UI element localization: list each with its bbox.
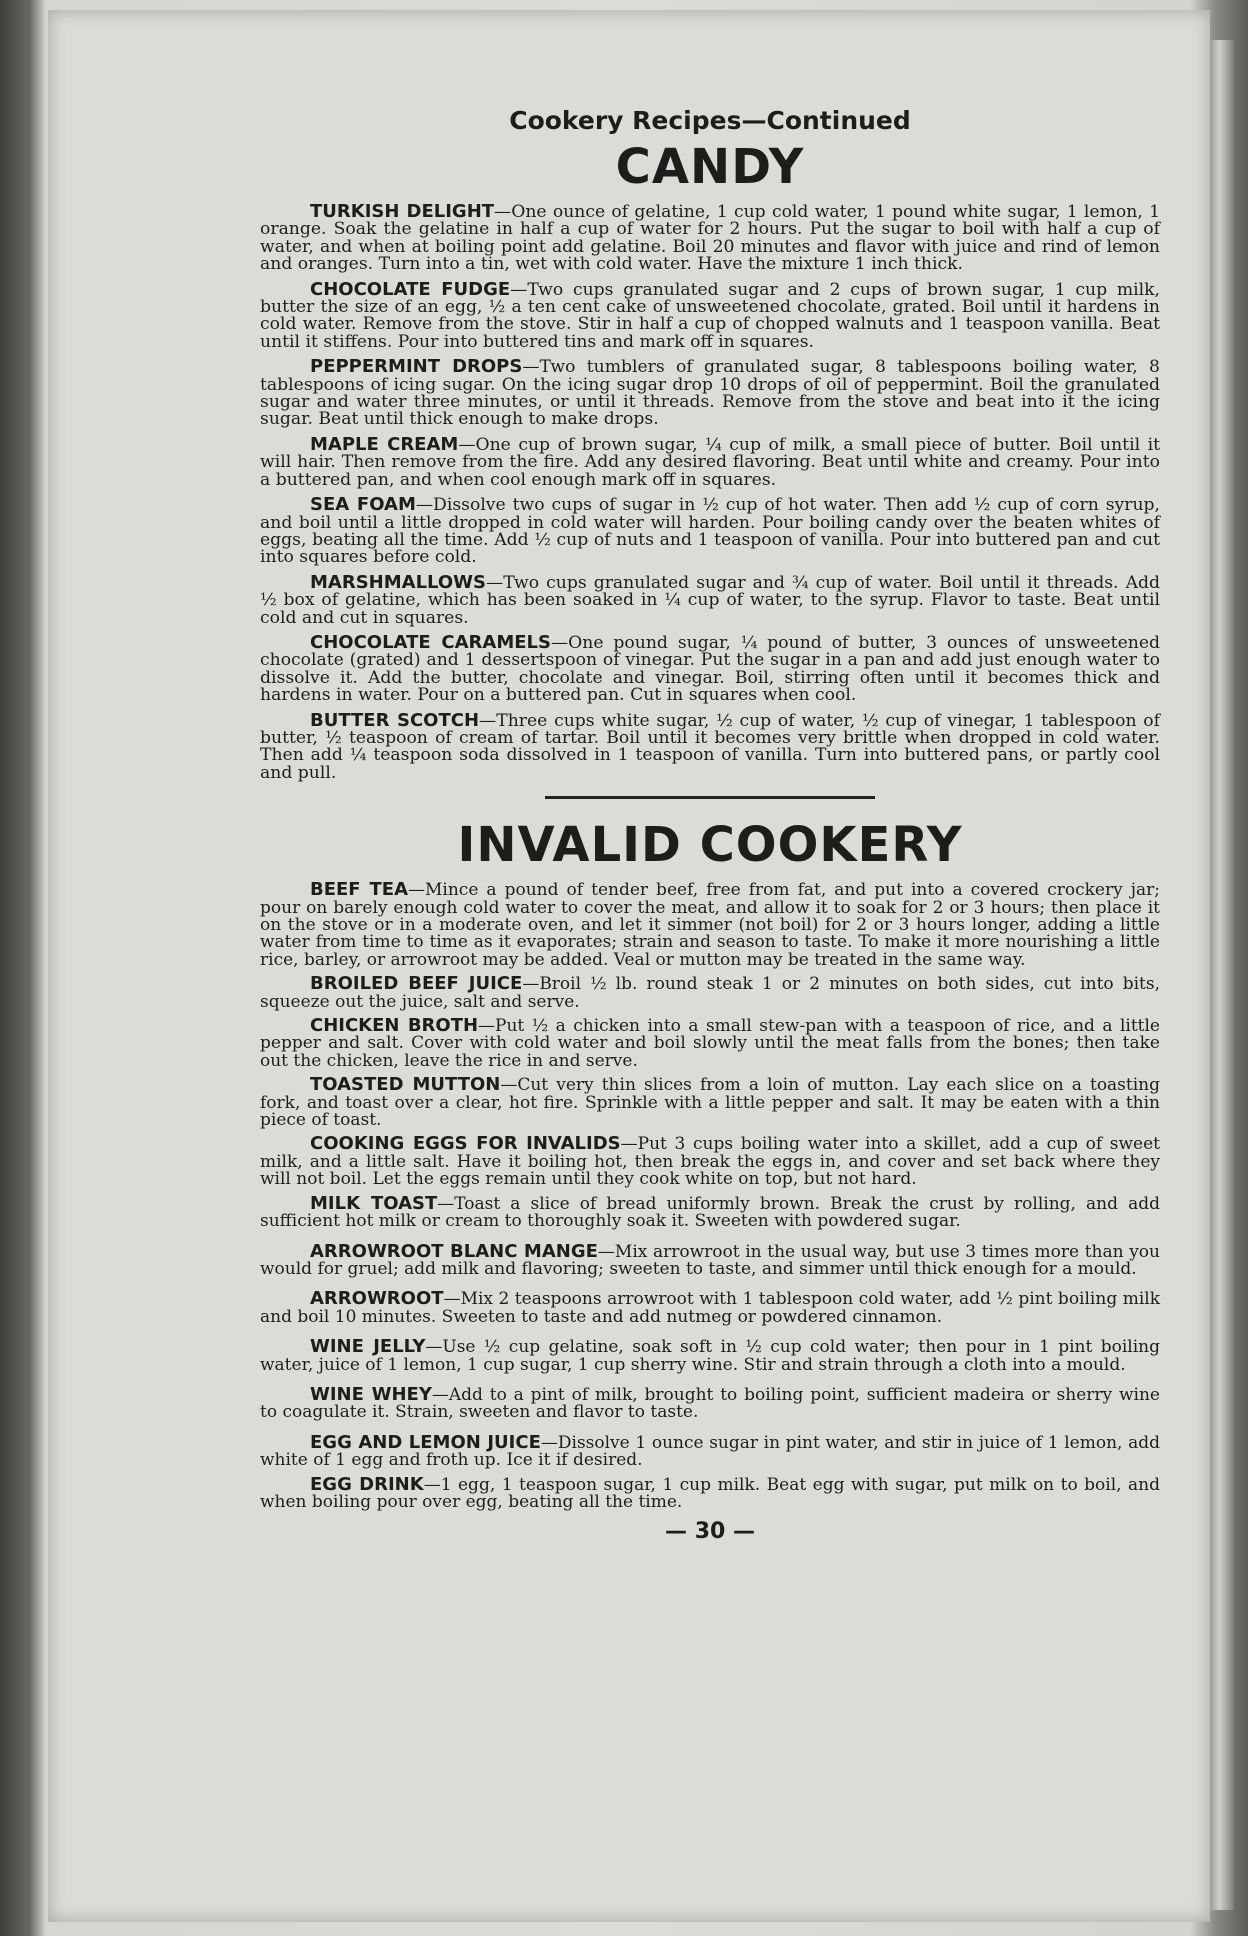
recipe [260,358,1160,429]
recipe [260,631,1160,706]
recipe-text: —Dissolve 1 ounce sugar in pint water, and stir in juice of 1 lemon, add white of 1 egg and froth up. Ice it if desired. [260,1432,1160,1471]
recipe-name: TURKISH DELIGHT [310,201,495,222]
recipe-name: MAPLE CREAM [310,433,459,455]
book-page [48,10,1210,1922]
recipe-name: CHICKEN BROTH [310,1015,479,1037]
recipe-text: —Two tumblers of granulated sugar, 8 tablespoons boiling water, 8 tablespoons of icing sugar. On the icing sugar drop 10 drops of oil of peppermint. Boil the granulated sugar and water three minutes, or until it threads. Remove from the stove and beat into it the icing sugar. Beat until thick enough to make drops. [260,357,1160,430]
recipe-name: CHOCOLATE CARAMELS [310,631,551,653]
recipe-name: EGG DRINK [310,1473,424,1495]
recipe-text: —Two cups granulated sugar and 2 cups of brown sugar, 1 cup milk, butter the size of an egg, ½ a ten cent cake of unsweetened chocolate, grated. Boil until it hardens in cold water. Remove from the stove. Stir in half a cup of chopped walnuts and 1 teaspoon vanilla. Beat until it stiffens. Pour into buttered tins and mark off in squares. [260,279,1160,352]
recipe-text: —One pound sugar, ¼ pound of butter, 3 ounces of unsweetened chocolate (grated) and 1 dessertspoon of vinegar. Put the sugar in a pan and add just enough water to dissolve it. Add the butter, chocolate and vinegar. Boil, stirring often until it becomes thick and hardens in water. Pour on a buttered pan. Cut in squares when cool. [260,632,1160,706]
recipe-text: —Mix arrowroot in the usual way, but use 3 times more than you would for gruel; add milk and flavoring; sweeten to taste, and simmer until thick enough for a mould. [260,1241,1160,1279]
recipe [260,1338,1160,1374]
recipe-text: —Put ½ a chicken into a small stew-pan with a teaspoon of rice, and a little pepper and salt. Cover with cold water and boil slowly until the meat falls from the bones; then take out the chicken, leave the rice in and serve. [260,1016,1160,1071]
invalid-cookery-heading: INVALID COOKERY [457,817,963,874]
recipe-text: —Two cups granulated sugar and ¾ cup of water. Boil until it threads. Add ½ box of gelatine, which has been soaked in ¼ cup of water, to the syrup. Flavor to taste. Beat until cold and cut in squares. [260,572,1160,628]
recipe [260,1076,1160,1129]
next-page-edge [1210,40,1234,1910]
recipe-name: MILK TOAST [310,1192,438,1214]
recipe-name: ARROWROOT BLANC MANGE [310,1240,598,1262]
section-divider [545,796,875,799]
recipe-name: WINE JELLY [310,1336,426,1358]
recipe [260,496,1160,567]
recipe-text: —Add to a pint of milk, brought to boiling point, sufficient madeira or sherry wine to coagulate it. Strain, sweeten and flavor to taste. [260,1384,1160,1423]
invalid-recipes [260,881,1160,1511]
recipe-text: —Put 3 cups boiling water into a skillet, add a cup of sweet milk, and a little salt. Have it boiling hot, then break the eggs in, and cover and set back where they will not boil. Let the eggs remain until they cook white on top, but not hard. [260,1134,1160,1190]
recipe [260,1431,1160,1471]
candy-recipes [260,203,1160,782]
page-number: — 30 — [665,1519,755,1545]
recipe-name: SEA FOAM [310,494,416,516]
recipe [260,1240,1160,1279]
recipe-name: WINE WHEY [310,1383,432,1405]
recipe [260,203,1160,274]
recipe-name: ARROWROOT [310,1288,444,1310]
recipe-name: EGG AND LEMON JUICE [310,1431,541,1453]
recipe-text: —Broil ½ lb. round steak 1 or 2 minutes on both sides, cut into bits, squeeze out the juice, salt and serve. [260,974,1160,1012]
recipe-text: —Three cups white sugar, ½ cup of water, ½ cup of vinegar, 1 tablespoon of butter, ½ teaspoon of cream of tartar. Boil until it becomes very brittle when dropped in cold water. Then add ¼ teaspoon soda dissolved in 1 teaspoon of vanilla. Turn into buttered pans, or partly cool and pull. [260,710,1161,783]
recipe [260,278,1160,352]
recipe [260,1017,1160,1070]
recipe-text: —Mince a pound of tender beef, free from fat, and put into a covered crockery jar; pour on barely enough cold water to cover the meat, and allow it to soak for 2 or 3 hours; then place it on the stove or in a moderate oven, and let it simmer (not boil) for 2 or 3 hours longer, adding a little water from time to time as it evaporates; strain and season to taste. To make it more nourishing a little rice, barley, or arrowroot may be added. Veal or mutton may be treated in the same way. [260,880,1160,970]
recipe [260,1135,1160,1188]
recipe [260,1383,1160,1423]
recipe-name: CHOCOLATE FUDGE [310,278,511,300]
recipe [260,1192,1160,1232]
recipe-name: BROILED BEEF JUICE [310,973,523,995]
recipe-text: —Dissolve two cups of sugar in ½ cup of hot water. Then add ½ cup of corn syrup, and boil until a little dropped in cold water will harden. Pour boiling candy over the beaten whites of eggs, beating all the time. Add ½ cup of nuts and 1 teaspoon of vanilla. Pour into buttered pan and cut into squares before cold. [260,495,1160,568]
recipe-name: PEPPERMINT DROPS [310,356,523,378]
recipe-name: MARSHMALLOWS [310,571,486,593]
recipe [260,709,1161,783]
recipe [260,1290,1160,1326]
recipe [260,433,1160,490]
recipe-name: BEEF TEA [310,879,409,901]
recipe-name: BUTTER SCOTCH [310,709,480,731]
running-header: Cookery Recipes—Continued [509,106,911,135]
recipe [260,881,1160,969]
recipe-name: COOKING EGGS FOR INVALIDS [310,1133,621,1155]
candy-heading: CANDY [615,139,805,195]
recipe-text: —One ounce of gelatine, 1 cup cold water, 1 pound white sugar, 1 lemon, 1 orange. Soak the gelatine in half a cup of water for 2 hours. Put the sugar to boil with half a cup of water, and when at boiling point add gelatine. Boil 20 minutes and flavor with juice and rind of lemon and oranges. Turn into a tin, wet with cold water. Have the mixture 1 inch thick. [260,202,1161,275]
recipe-text: —Mix 2 teaspoons arrowroot with 1 tablespoon cold water, add ½ pint boiling milk and boil 10 minutes. Sweeten to taste and add nutmeg or powdered cinnamon. [260,1289,1160,1327]
recipe-text: —Toast a slice of bread uniformly brown. Break the crust by rolling, and add sufficient hot milk or cream to thoroughly soak it. Sweeten with powdered sugar. [260,1193,1160,1232]
recipe-text: —Cut very thin slices from a loin of mutton. Lay each slice on a toasting fork, and toast over a clear, hot fire. Sprinkle with a little pepper and salt. It may be eaten with a thin piece of toast. [260,1075,1161,1131]
recipe-text: —One cup of brown sugar, ¼ cup of milk, a small piece of butter. Boil until it will hair. Then remove from the fire. Add any desired flavoring. Beat until white and creamy. Pour into a buttered pan, and when cool enough mark off in squares. [260,434,1160,490]
recipe-text: —Use ½ cup gelatine, soak soft in ½ cup cold water; then pour in 1 pint boiling water, juice of 1 lemon, 1 cup sugar, 1 cup sherry wine. Stir and strain through a cloth into a mould. [260,1337,1161,1375]
page-content [260,106,1160,1544]
recipe-name: TOASTED MUTTON [310,1074,501,1096]
recipe-text: —1 egg, 1 teaspoon sugar, 1 cup milk. Beat egg with sugar, put milk on to boil, and when boiling pour over egg, beating all the time. [260,1474,1160,1512]
recipe [260,975,1160,1011]
recipe [260,1473,1160,1512]
recipe [260,571,1160,628]
